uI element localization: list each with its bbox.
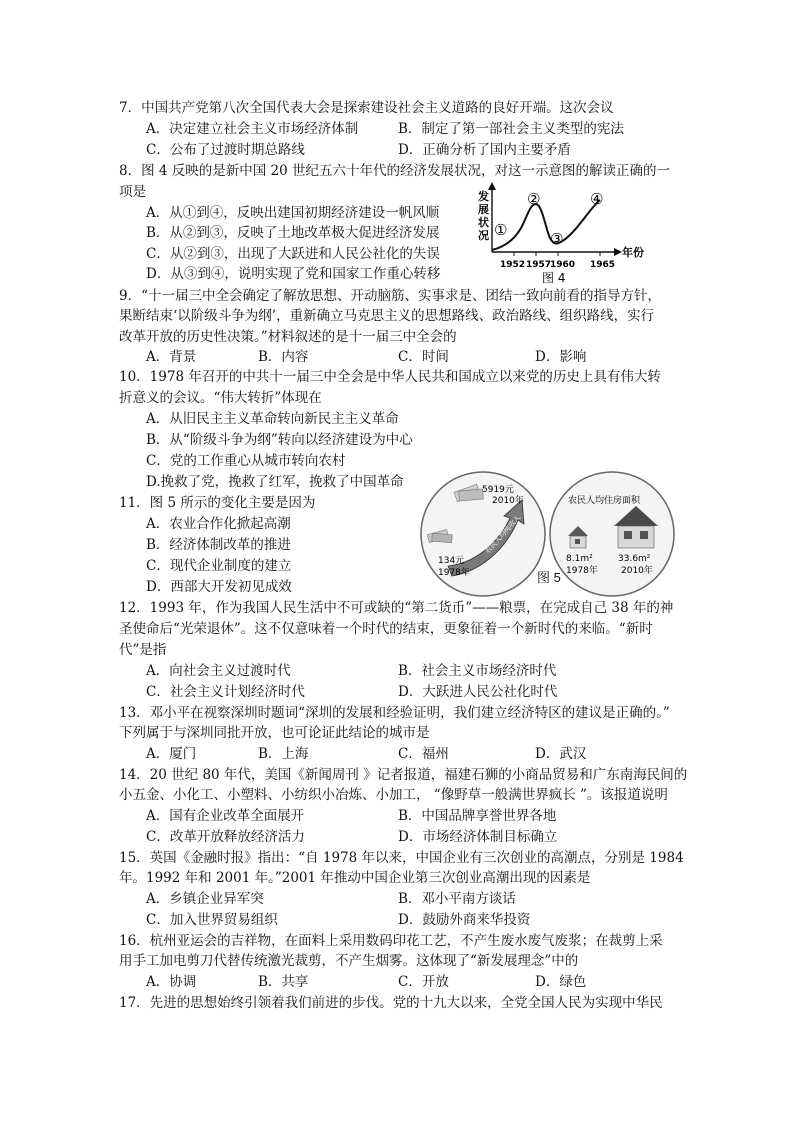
q16-option-d[interactable]: D．绿色 bbox=[535, 974, 587, 990]
q8-stem-line2: 项是 bbox=[119, 184, 146, 200]
q13-stem-line2: 下列属于与深圳同批开放，也可论证此结论的城市是 bbox=[119, 725, 430, 741]
fig4-x-arrow bbox=[614, 248, 622, 256]
fig4-point-4: ④ bbox=[590, 190, 604, 208]
fig5-income-2010-value: 5919元 bbox=[482, 485, 514, 495]
q14-stem-line2: 小五金、小化工、小塑料、小纺织小冶炼、小加工， “像野草一般满世界疯长 ”。该报道说明 bbox=[119, 787, 668, 803]
q11-option-c[interactable]: C．现代企业制度的建立 bbox=[146, 558, 292, 574]
q8-option-c[interactable]: C．从②到③，出现了大跃进和人民公社化的失误 bbox=[146, 246, 440, 262]
q10-stem-line1: 10．1978 年召开的中共十一届三中全会是中华人民共和国成立以来党的历史上具有伟大转 bbox=[119, 369, 661, 385]
q9-stem-line2: 果断结束‘以阶级斗争为纲’，重新确立马克思主义的思想路线、政治路线、组织路线，实行 bbox=[119, 308, 655, 324]
fig4-curve bbox=[492, 200, 600, 250]
q12-stem-line1: 12．1993 年，作为我国人民生活中不可或缺的“第二货币”——粮票，在完成自己 38 年的神 bbox=[119, 600, 674, 616]
q15-option-a[interactable]: A．乡镇企业异军突 bbox=[146, 891, 264, 907]
q9-option-a[interactable]: A．背景 bbox=[146, 349, 197, 365]
q10-option-d[interactable]: D.挽救了党，挽救了红军，挽救了中国革命 bbox=[146, 474, 404, 490]
q9-stem-line3: 改革开放的历史性决策。”材料叙述的是十一届三中全会的 bbox=[119, 329, 457, 345]
q12-stem-line3: 代”是指 bbox=[119, 642, 167, 658]
q15-option-c[interactable]: C．加入世界贸易组织 bbox=[146, 912, 278, 928]
q11-option-b[interactable]: B．经济体制改革的推进 bbox=[146, 537, 291, 553]
q7-option-c[interactable]: C．公布了过渡时期总路线 bbox=[146, 142, 305, 158]
fig5-housing-1978-year: 1978年 bbox=[566, 566, 598, 576]
fig4-point-2: ② bbox=[527, 190, 541, 208]
q11-stem: 11．图 5 所示的变化主要是因为 bbox=[119, 495, 316, 511]
q16-option-c[interactable]: C．开放 bbox=[398, 974, 449, 990]
q16-stem-line2: 用手工加电剪刀代替传统激光裁剪，不产生烟雾。这体现了“新发展理念”中的 bbox=[119, 953, 579, 969]
q15-option-d[interactable]: D．鼓励外商来华投资 bbox=[398, 912, 531, 928]
q8-option-d[interactable]: D．从③到④，说明实现了党和国家工作重心转移 bbox=[146, 266, 441, 282]
q9-option-d[interactable]: D．影响 bbox=[535, 349, 587, 365]
q13-option-d[interactable]: D．武汉 bbox=[535, 746, 587, 762]
q7-option-d[interactable]: D．正确分析了国内主要矛盾 bbox=[398, 142, 571, 158]
q12-stem-line2: 圣使命后“光荣退休”。这不仅意味着一个时代的结束，更象征着一个新时代的来临。“新时 bbox=[119, 621, 653, 637]
fig4-ylabel-2: 展 bbox=[478, 203, 489, 216]
q10-option-c[interactable]: C．党的工作重心从城市转向农村 bbox=[146, 453, 346, 469]
fig5-income-1978-value: 134元 bbox=[438, 556, 465, 566]
q12-option-b[interactable]: B．社会主义市场经济时代 bbox=[398, 663, 557, 679]
q12-option-c[interactable]: C．社会主义计划经济时代 bbox=[146, 684, 305, 700]
q15-option-b[interactable]: B．邓小平南方谈话 bbox=[398, 891, 516, 907]
q10-option-a[interactable]: A．从旧民主主义革命转向新民主主义革命 bbox=[146, 411, 399, 427]
q8-option-a[interactable]: A．从①到④，反映出建国初期经济建设一帆风顺 bbox=[146, 205, 440, 221]
q10-stem-line2: 折意义的会议。“伟大转折”体现在 bbox=[119, 390, 322, 406]
q9-stem-line1: 9．“十一届三中全会确定了解放思想、开动脑筋、实事求是、团结一致向前看的指导方针， bbox=[119, 288, 661, 304]
fig4-ylabel-3: 状 bbox=[478, 216, 489, 229]
q14-option-d[interactable]: D．市场经济体制目标确立 bbox=[398, 829, 558, 845]
q10-option-b[interactable]: B．从“阶级斗争为纲”转向以经济建设为中心 bbox=[146, 432, 413, 448]
q16-option-b[interactable]: B．共享 bbox=[258, 974, 309, 990]
fig5-right-circle bbox=[550, 472, 674, 596]
fig4-xlabel: 年份 bbox=[622, 246, 644, 259]
q8-option-b[interactable]: B．从②到③，反映了土地改革极大促进经济发展 bbox=[146, 225, 440, 241]
q8-stem-line1: 8．图 4 反映的是新中国 20 世纪五六十年代的经济发展状况，对这一示意图的解读正确的一 bbox=[119, 163, 671, 179]
q11-option-a[interactable]: A．农业合作化掀起高潮 bbox=[146, 516, 291, 532]
figure-4-chart bbox=[468, 180, 653, 286]
q17-stem-line1: 17．先进的思想始终引领着我们前进的步伐。党的十九大以来，全党全国人民为实现中华民 bbox=[119, 995, 663, 1011]
fig4-point-3: ③ bbox=[550, 230, 564, 248]
q12-option-a[interactable]: A．向社会主义过渡时代 bbox=[146, 663, 291, 679]
fig5-housing-1978-value: 8.1m² bbox=[566, 554, 593, 564]
q7-option-a[interactable]: A．决定建立社会主义市场经济体制 bbox=[146, 121, 359, 137]
fig5-housing-2010-value: 33.6m² bbox=[618, 554, 651, 564]
fig5-income-1978-year: 1978年 bbox=[438, 568, 470, 578]
fig5-housing-2010-year: 2010年 bbox=[621, 566, 653, 576]
q13-option-a[interactable]: A．厦门 bbox=[146, 746, 197, 762]
q12-option-d[interactable]: D．大跃进人民公社化时代 bbox=[398, 684, 558, 700]
q15-stem-line1: 15．英国《金融时报》指出：“自 1978 年以来，中国企业有三次创业的高潮点，分别是 1984 bbox=[119, 850, 684, 866]
fig4-tick-1960: 1960 bbox=[550, 260, 576, 270]
q11-option-d[interactable]: D．西部大开发初见成效 bbox=[146, 579, 292, 595]
q14-stem-line1: 14．20 世纪 80 年代，美国《新闻周刊 》记者报道，福建石狮的小商品贸易和广东南海民间的 bbox=[119, 767, 688, 783]
fig5-income-2010-year: 2010年 bbox=[492, 496, 524, 506]
q16-stem-line1: 16．杭州亚运会的吉祥物，在面料上采用数码印花工艺，不产生废水废气废浆；在裁剪上采 bbox=[119, 933, 663, 949]
fig4-ylabel-1: 发 bbox=[478, 190, 489, 203]
fig4-tick-1957: 1957 bbox=[526, 260, 552, 270]
q9-option-b[interactable]: B．内容 bbox=[258, 349, 309, 365]
fig5-caption: 图 5 bbox=[537, 570, 561, 585]
q13-option-c[interactable]: C．福州 bbox=[398, 746, 449, 762]
q13-option-b[interactable]: B．上海 bbox=[258, 746, 309, 762]
fig5-housing-title: 农民人均住房面积 bbox=[568, 496, 641, 506]
fig4-point-1: ① bbox=[494, 221, 508, 239]
q15-stem-line2: 年。1992 年和 2001 年。”2001 年推动中国企业第三次创业高潮出现的因素是 bbox=[119, 870, 591, 886]
q7-option-b[interactable]: B．制定了第一部社会主义类型的宪法 bbox=[398, 121, 624, 137]
fig4-ylabel-4: 况 bbox=[478, 229, 489, 242]
fig4-tick-1952: 1952 bbox=[500, 260, 526, 270]
fig4-tick-1965: 1965 bbox=[590, 260, 616, 270]
q9-option-c[interactable]: C．时间 bbox=[398, 349, 449, 365]
fig5-arrow-text: 农民人均纯收入 bbox=[483, 513, 523, 556]
q14-option-a[interactable]: A．国有企业改革全面展开 bbox=[146, 808, 305, 824]
q7-stem: 7．中国共产党第八次全国代表大会是探索建设社会主义道路的良好开端。这次会议 bbox=[119, 100, 614, 116]
q13-stem-line1: 13．邓小平在视察深圳时题词“深圳的发展和经验证明，我们建立经济特区的建议是正确的。” bbox=[119, 705, 670, 721]
q14-option-c[interactable]: C．改革开放释放经济活力 bbox=[146, 829, 305, 845]
q14-option-b[interactable]: B．中国品牌享誉世界各地 bbox=[398, 808, 557, 824]
q16-option-a[interactable]: A．协调 bbox=[146, 974, 197, 990]
fig4-caption: 图 4 bbox=[542, 271, 566, 285]
fig4-y-arrow bbox=[488, 182, 496, 190]
